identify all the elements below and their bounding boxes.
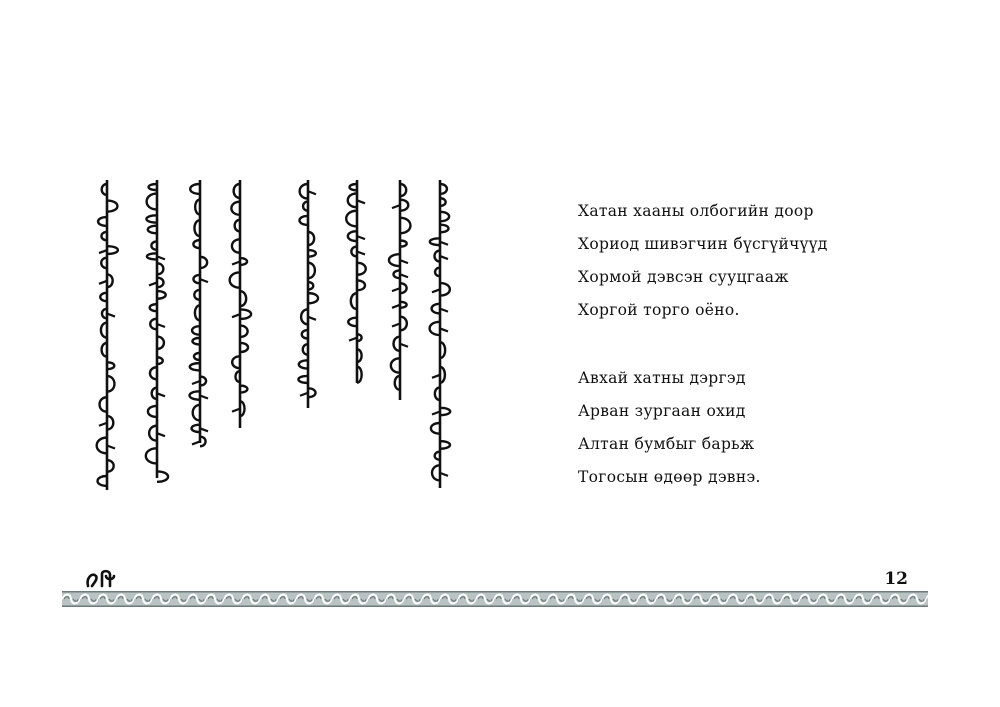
mongolian-glyph <box>389 254 400 266</box>
mongolian-glyph <box>357 263 366 275</box>
mongolian-glyph <box>98 217 107 226</box>
mongolian-glyph <box>348 231 357 241</box>
mongolian-text-column <box>430 180 451 488</box>
mongolian-glyph <box>440 408 450 415</box>
verse-line: Хормой дэвсэн сууцгааж <box>578 268 789 286</box>
mongolian-glyph <box>107 246 118 254</box>
mongolian-text-column <box>230 180 251 428</box>
ornamental-wave-border <box>62 591 928 607</box>
mongolian-glyph <box>147 194 157 210</box>
mongolian-text-column <box>190 180 208 446</box>
mongolian-glyph <box>440 441 450 449</box>
mongolian-glyph <box>348 193 357 207</box>
mongolian-glyph <box>430 322 440 335</box>
mongolian-glyph <box>440 283 450 296</box>
mongolian-glyph <box>148 226 157 234</box>
mongolian-glyph <box>240 309 251 319</box>
stanza-2 <box>578 362 761 494</box>
mongolian-glyph <box>157 291 166 299</box>
mongolian-text-column <box>298 180 318 408</box>
mongolian-glyph <box>440 212 449 221</box>
mongolian-glyph <box>391 358 400 372</box>
mongolian-glyph <box>431 423 440 434</box>
verse-line: Хатан хааны олбогийн доор <box>578 202 814 220</box>
mongolian-glyph <box>430 238 440 245</box>
mongolian-glyph <box>98 476 107 486</box>
mongolian-glyph <box>348 318 357 326</box>
mongolian-glyph <box>107 201 117 212</box>
mongolian-glyph <box>147 253 157 259</box>
page-number: 12 <box>884 569 908 589</box>
mongolian-glyph <box>308 293 318 303</box>
mongolian-glyph <box>190 363 200 370</box>
mongolian-glyph <box>230 272 240 287</box>
mongolian-glyph <box>97 438 107 454</box>
verse-line: Алтан бумбыг барьж <box>578 435 755 453</box>
mongolian-glyph <box>190 184 200 194</box>
verse-line: Хориод шивэгчин бүсгүйчүүд <box>578 235 828 253</box>
mongolian-glyph <box>148 406 157 417</box>
mongolian-text-column <box>97 180 118 490</box>
verse-line: Авхай хатны дэргэд <box>578 369 746 387</box>
mongolian-glyph <box>298 376 308 383</box>
mongolian-glyph <box>157 471 168 481</box>
mongolian-glyph <box>190 391 200 399</box>
mongolian-glyph <box>299 360 308 368</box>
mongolian-glyph <box>346 211 357 227</box>
mongolian-text-column <box>146 180 168 482</box>
mongolian-numeral-12-icon <box>84 568 120 590</box>
verse-line: Арван зургаан охид <box>578 402 746 420</box>
mongolian-text-column <box>389 180 410 400</box>
mongolian-glyph <box>146 448 157 463</box>
stanza-1 <box>578 195 828 327</box>
verse-line: Хоргой торго оёно. <box>578 301 740 319</box>
mongolian-script-block <box>95 178 455 502</box>
mongolian-glyph <box>400 218 410 233</box>
mongolian-text-column <box>346 180 366 383</box>
mongolian-script-columns <box>95 178 455 498</box>
mongolian-glyph <box>146 215 157 222</box>
verse-line: Тогосын өдөөр дэвнэ. <box>578 468 761 486</box>
